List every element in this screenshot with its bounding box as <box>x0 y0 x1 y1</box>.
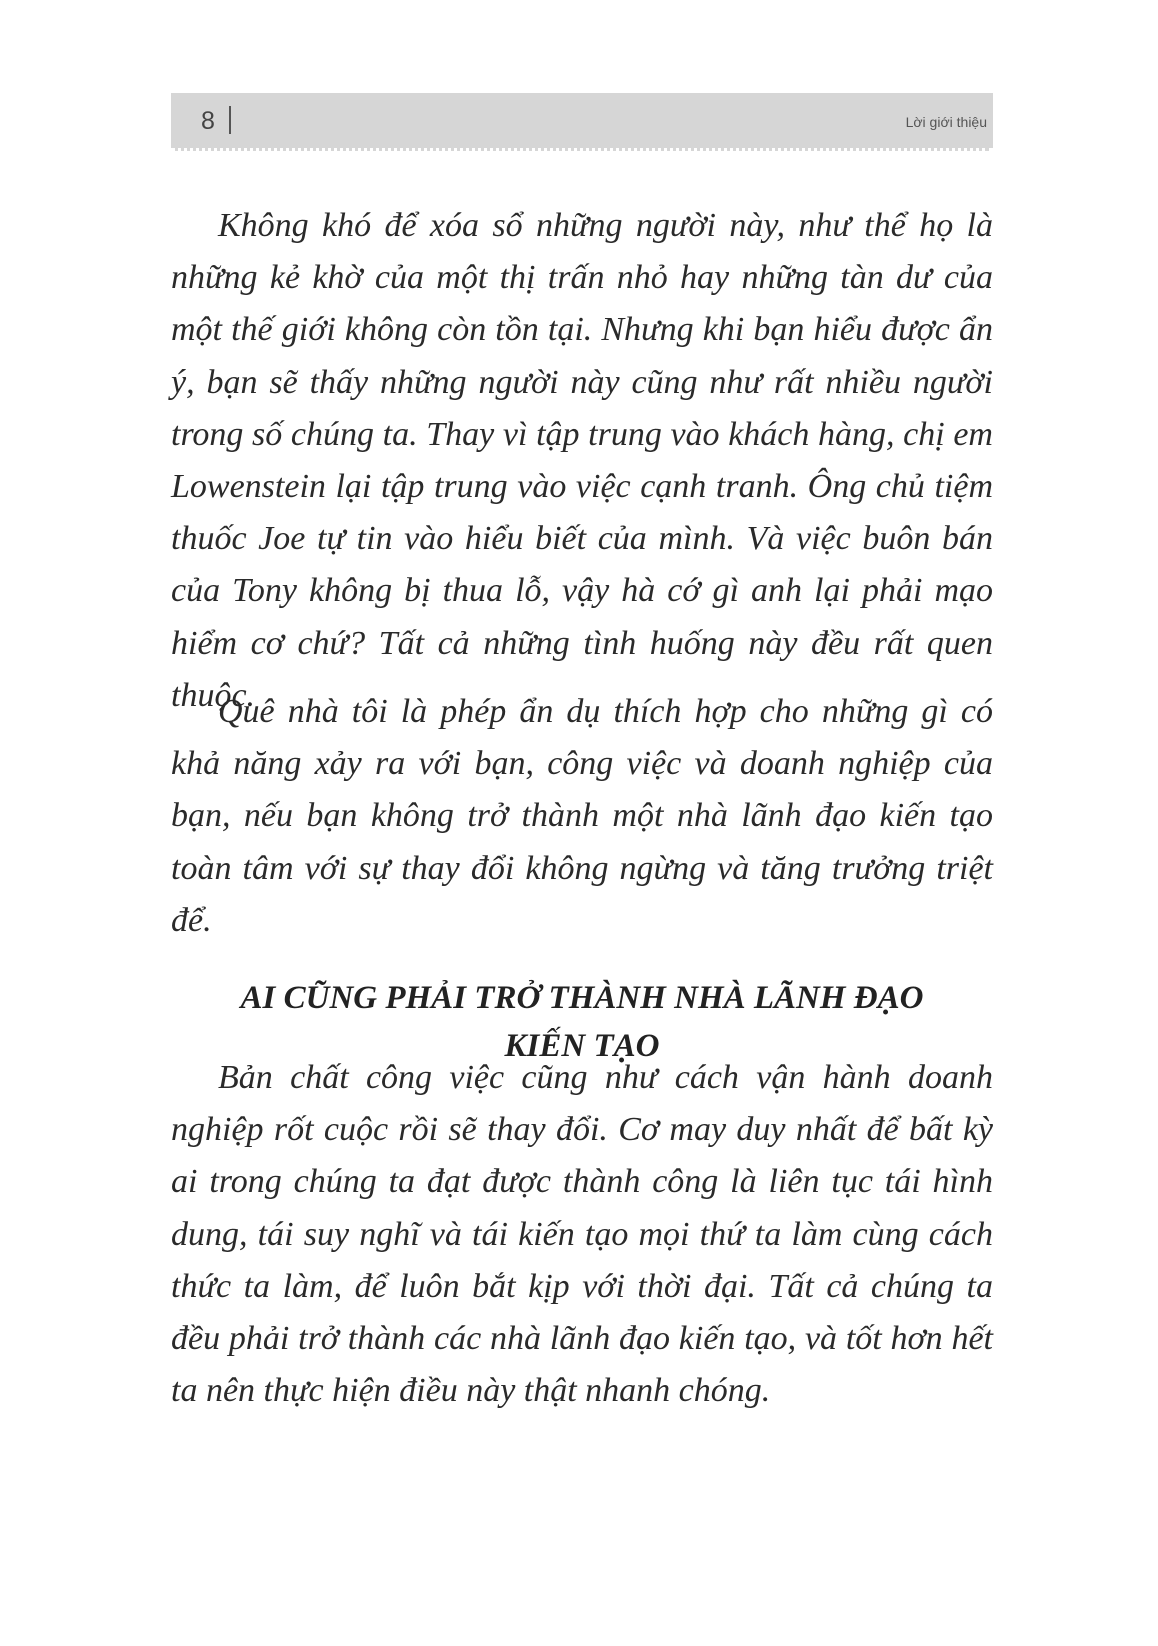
section-heading-line-2: KIẾN TẠO <box>504 1028 660 1064</box>
body-paragraph-1: Không khó để xóa sổ những người này, như thể họ là những kẻ khờ của một thị trấn nhỏ hay những tàn dư của một thế giới không còn tồn tại. Nhưng khi bạn hiểu được ẩn ý, bạn sẽ thấy những người này cũng như rất nhiều người trong số chúng ta. Thay vì tập trung vào khách hàng, chị em Lowenstein lại tập trung vào việc cạnh tranh. Ông chủ tiệm thuốc Joe tự tin vào hiểu biết của mình. Và việc buôn bán của Tony không bị thua lỗ, vậy hà cớ gì anh lại phải mạo hiểm cơ chứ? Tất cả những tình huống này đều rất quen thuộc. <box>171 207 993 714</box>
body-paragraph-2: Quê nhà tôi là phép ẩn dụ thích hợp cho những gì có khả năng xảy ra với bạn, công việc và doanh nghiệp của bạn, nếu bạn không trở thành một nhà lãnh đạo kiến tạo toàn tâm với sự thay đổi không ngừng và tăng trưởng triệt để. <box>171 693 993 939</box>
section-heading-line-1: AI CŨNG PHẢI TRỞ THÀNH NHÀ LÃNH ĐẠO <box>240 980 924 1016</box>
section-paragraph: Bản chất công việc cũng như cách vận hành doanh nghiệp rốt cuộc rồi sẽ thay đổi. Cơ may duy nhất để bất kỳ ai trong chúng ta đạt được thành công là liên tục tái hình dung, tái suy nghĩ và tái kiến tạo mọi thứ ta làm cùng cách thức ta làm, để luôn bắt kịp với thời đại. Tất cả chúng ta đều phải trở thành các nhà lãnh đạo kiến tạo, và tốt hơn hết ta nên thực hiện điều này thật nhanh chóng. <box>171 1059 993 1410</box>
page-number: 8 <box>201 107 215 135</box>
header-divider <box>229 106 231 134</box>
running-title: Lời giới thiệu <box>905 114 987 130</box>
